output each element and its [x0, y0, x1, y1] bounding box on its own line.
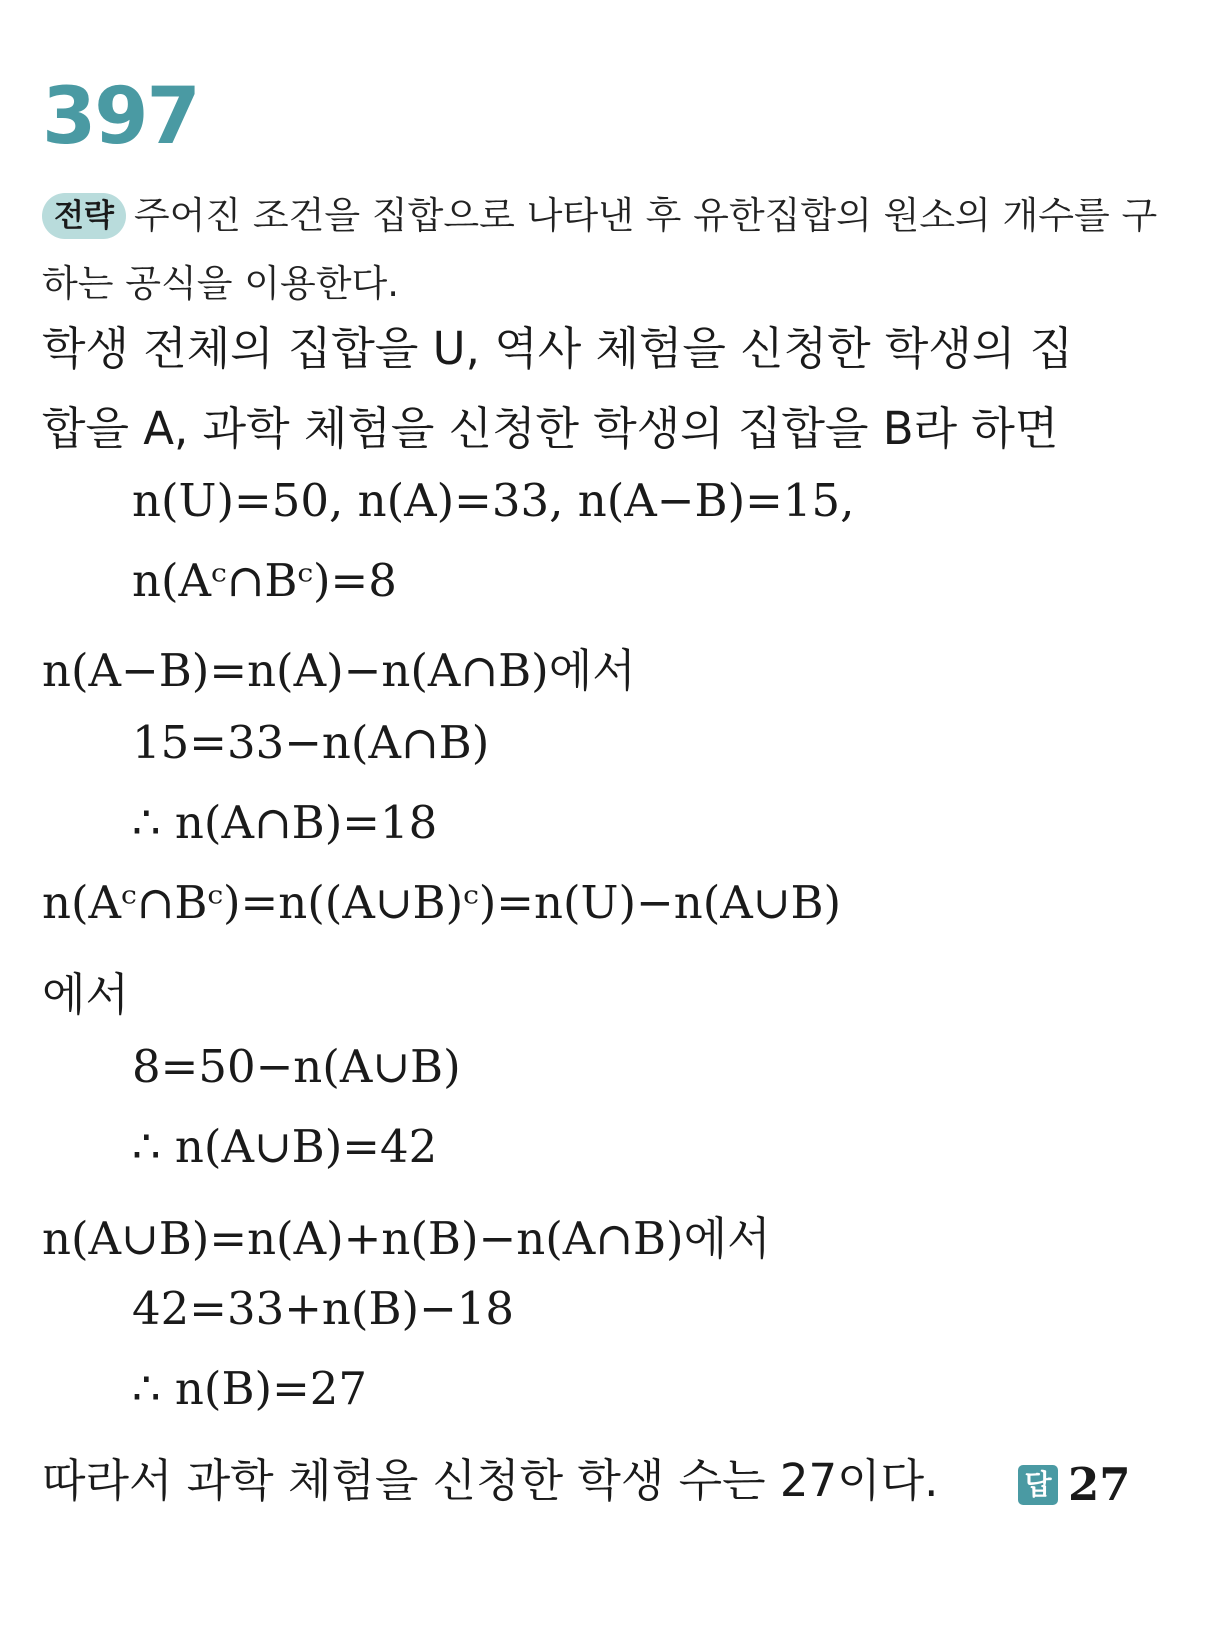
problem-number: 397	[42, 72, 199, 162]
solution-line-15: 따라서 과학 체험을 신청한 학생 수는 27이다.	[42, 1454, 939, 1507]
solution-line-5: n(A−B)=n(A)−n(A∩B)에서	[42, 644, 636, 697]
solution-line-11: ∴ n(A∪B)=42	[132, 1120, 438, 1173]
solution-line-2: 합을 A, 과학 체험을 신청한 학생의 집합을 B라 하면	[42, 402, 1059, 455]
solution-line-9: 에서	[42, 968, 129, 1021]
solution-line-12: n(A∪B)=n(A)+n(B)−n(A∩B)에서	[42, 1212, 771, 1265]
solution-line-6: 15=33−n(A∩B)	[132, 716, 490, 769]
answer-badge: 답	[1018, 1465, 1058, 1505]
answer	[1018, 1458, 1131, 1511]
solution-line-10: 8=50−n(A∪B)	[132, 1040, 461, 1093]
solution-line-3: n(U)=50, n(A)=33, n(A−B)=15,	[132, 474, 855, 527]
strategy-block	[42, 182, 1182, 318]
solution-line-13: 42=33+n(B)−18	[132, 1282, 515, 1335]
answer-value: 27	[1068, 1458, 1131, 1511]
solution-line-1: 학생 전체의 집합을 U, 역사 체험을 신청한 학생의 집	[42, 322, 1074, 375]
strategy-text: 주어진 조건을 집합으로 나타낸 후 유한집합의 원소의 개수를 구하는 공식을 이용한다.	[42, 194, 1158, 305]
solution-line-8: n(Aᶜ∩Bᶜ)=n((A∪B)ᶜ)=n(U)−n(A∪B)	[42, 876, 842, 929]
solution-line-14: ∴ n(B)=27	[132, 1362, 368, 1415]
solution-line-4: n(Aᶜ∩Bᶜ)=8	[132, 554, 397, 607]
strategy-badge: 전략	[42, 193, 126, 239]
solution-line-7: ∴ n(A∩B)=18	[132, 796, 438, 849]
